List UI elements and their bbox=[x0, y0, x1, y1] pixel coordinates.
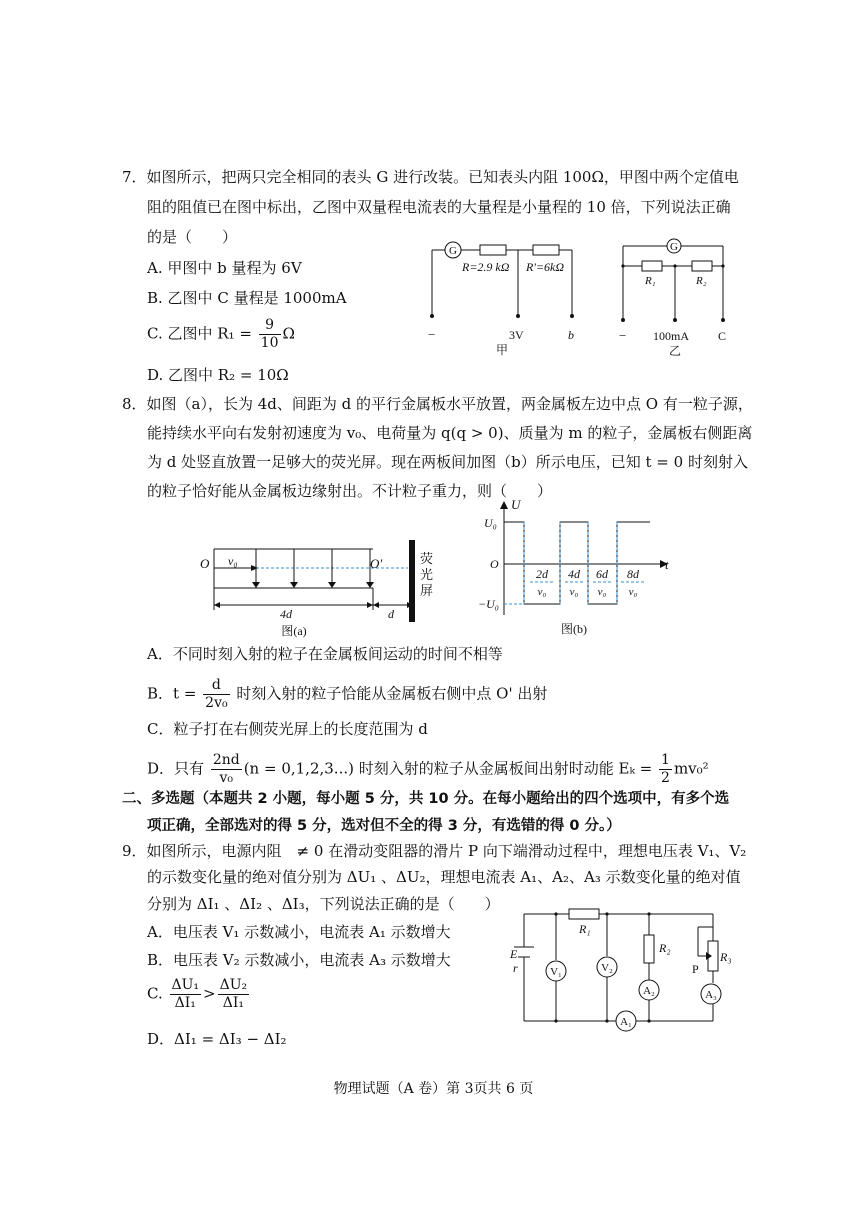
q8-b-tick-1-num: 2d bbox=[536, 567, 548, 581]
q9-option-c-numerator-1: ΔU₁ bbox=[171, 977, 200, 993]
q7-jia-3v-label: 3V bbox=[509, 328, 524, 342]
q7-stem-line-1: 7．如图所示，把两只完全相同的表头 G 进行改装。已知表头内阻 100Ω，甲图中两个定值电 bbox=[122, 168, 739, 186]
q8-a-oprime-label: O′ bbox=[370, 556, 383, 571]
q9-option-c-prefix: C. bbox=[147, 984, 163, 1003]
q9-option-d: D．ΔI₁ = ΔI₃ − ΔI₂ bbox=[147, 1030, 287, 1048]
q7-option-c-numerator: 9 bbox=[259, 317, 281, 335]
q7-figure-jia bbox=[420, 236, 600, 356]
q7-yi-caption: 乙 bbox=[669, 344, 682, 358]
q8-option-b-fraction bbox=[203, 677, 229, 712]
q7-option-c-prefix: C. 乙图中 R₁ = bbox=[147, 324, 252, 343]
q8-option-a: A．不同时刻入射的粒子在金属板间运动的时间不相等 bbox=[147, 645, 503, 663]
q9-fig-r1-label: R₁ bbox=[579, 922, 591, 936]
q8-figure-a bbox=[196, 535, 446, 645]
q7-jia-caption: 甲 bbox=[496, 343, 509, 357]
q7-yi-r2-label: R₂ bbox=[696, 275, 707, 287]
q9-fig-r3-label: R₃ bbox=[720, 950, 732, 964]
q8-b-tick-1-den: v₀ bbox=[537, 586, 547, 598]
q7-yi-r1-label: R₁ bbox=[645, 275, 656, 287]
q9-circuit-figure bbox=[506, 905, 732, 1030]
q8-b-tick-2-num: 4d bbox=[568, 567, 580, 581]
q8-b-u-label: U bbox=[511, 497, 521, 512]
q8-a-d-label: d bbox=[388, 607, 394, 621]
q8-option-d-mid: (n = 0,1,2,3...) 时刻入射的粒子从金属板间出射时动能 Eₖ = bbox=[243, 759, 653, 778]
q7-stem-line-3: 的是（ ） bbox=[147, 228, 238, 246]
section-2-heading-line-1: 二、多选题（本题共 2 小题，每小题 5 分，共 10 分。在每小题给出的四个选项中，有多个选 bbox=[122, 791, 730, 807]
q8-b-u0-label: U₀ bbox=[484, 516, 497, 530]
q7-jia-r-label: R=2.9 kΩ bbox=[462, 260, 510, 274]
q8-option-d-end: mv₀² bbox=[673, 759, 709, 778]
q7-yi-c-label: C bbox=[718, 329, 727, 343]
q8-b-t-label: t bbox=[665, 557, 669, 572]
q8-option-d-denominator: v₀ bbox=[219, 770, 234, 786]
q7-jia-b-label: b bbox=[568, 328, 574, 342]
q8-option-d-half-fraction bbox=[659, 752, 672, 787]
q9-fig-a2-label: A₂ bbox=[643, 985, 655, 997]
q8-a-4d-label: 4d bbox=[280, 607, 292, 621]
q8-b-neg-u0-label: −U₀ bbox=[478, 597, 499, 611]
q9-option-c-denominator-1: ΔI₁ bbox=[174, 995, 196, 1011]
q8-option-b-suffix: 时刻入射的粒子恰能从金属板右侧中点 O' 出射 bbox=[236, 684, 548, 703]
q9-fig-r-label: r bbox=[513, 961, 518, 975]
q9-option-c-greater-than: > bbox=[203, 984, 216, 1003]
q7-yi-100ma-label: 100mA bbox=[653, 329, 689, 343]
q7-option-b: B. 乙图中 C 量程是 1000mA bbox=[147, 289, 347, 307]
q7-jia-r2-label: R′=6kΩ bbox=[526, 260, 565, 274]
q8-option-b-prefix: B．t = bbox=[147, 684, 197, 703]
q7-jia-g-label: G bbox=[449, 245, 457, 257]
q9-option-c-fraction-1 bbox=[170, 977, 202, 1012]
q7-option-c-unit: Ω bbox=[282, 324, 295, 343]
q8-a-caption: 图(a) bbox=[281, 624, 307, 638]
q8-b-tick-3-num: 6d bbox=[596, 567, 608, 581]
q7-option-c-fraction bbox=[259, 317, 281, 352]
q9-fig-e-label: E bbox=[510, 947, 518, 961]
q9-fig-a3-label: A₃ bbox=[705, 989, 717, 1001]
q8-a-v0-label: v₀ bbox=[228, 554, 238, 568]
q8-option-d-half-numerator: 1 bbox=[661, 752, 670, 768]
q9-fig-v1-label: V₁ bbox=[550, 966, 562, 978]
q8-b-tick-4-den: v₀ bbox=[628, 586, 638, 598]
q8-stem-line-2: 能持续水平向右发射初速度为 v₀、电荷量为 q(q > 0)、质量为 m 的粒子，金属板右侧距离 bbox=[147, 424, 753, 442]
q7-stem-line-2: 阻的阻值已在图中标出，乙图中双量程电流表的大量程是小量程的 10 倍，下列说法正确 bbox=[147, 198, 731, 216]
page-footer: 物理试题（A 卷）第 3页共 6 页 bbox=[333, 1081, 534, 1097]
q8-a-screen-char-2: 光 bbox=[420, 567, 434, 582]
q8-b-tick-2-den: v₀ bbox=[569, 586, 579, 598]
q8-option-d-numerator: 2nd bbox=[212, 752, 240, 768]
q8-stem-line-4: 的粒子恰好能从金属板边缘射出。不计粒子重力，则（ ） bbox=[147, 482, 553, 500]
q7-option-c-denominator: 10 bbox=[260, 335, 279, 351]
q9-stem-line-2: 的示数变化量的绝对值分别为 ΔU₁ 、ΔU₂，理想电流表 A₁、A₂、A₃ 示数变化量的绝对值 bbox=[147, 868, 741, 886]
q9-fig-a1-label: A₁ bbox=[620, 1016, 632, 1028]
q8-option-d-fraction bbox=[211, 752, 242, 787]
q8-option-d bbox=[147, 752, 709, 787]
q9-stem-line-1: 9．如图所示，电源内阻 ≠ 0 在滑动变阻器的滑片 P 向下端滑动过程中，理想电压表 V₁、V₂ bbox=[122, 842, 747, 860]
q9-fig-p-label: P bbox=[692, 962, 699, 976]
q8-option-b bbox=[147, 677, 547, 712]
q7-option-c bbox=[147, 317, 295, 352]
q9-option-c bbox=[147, 977, 251, 1012]
q8-option-d-prefix: D．只有 bbox=[147, 759, 205, 778]
q8-option-d-half-denominator: 2 bbox=[661, 770, 670, 786]
q9-option-b: B．电压表 V₂ 示数减小，电流表 A₃ 示数增大 bbox=[147, 951, 451, 969]
q7-option-d: D. 乙图中 R₂ = 10Ω bbox=[147, 366, 289, 384]
q9-option-c-fraction-2 bbox=[218, 977, 250, 1012]
q9-option-c-numerator-2: ΔU₂ bbox=[219, 977, 248, 993]
q8-figure-b bbox=[478, 497, 678, 642]
q8-option-c: C．粒子打在右侧荧光屏上的长度范围为 d bbox=[147, 720, 428, 738]
q9-option-a: A．电压表 V₁ 示数减小，电流表 A₁ 示数增大 bbox=[147, 923, 451, 941]
q8-option-b-numerator: d bbox=[203, 677, 229, 695]
q7-jia-minus-label: − bbox=[428, 327, 436, 342]
q8-b-tick-4-num: 8d bbox=[627, 567, 639, 581]
q7-yi-g-label: G bbox=[670, 241, 678, 253]
q8-option-b-denominator: 2v₀ bbox=[205, 695, 228, 711]
q8-a-screen-char-1: 荧 bbox=[420, 551, 434, 566]
q8-b-o-label: O bbox=[490, 557, 499, 571]
q8-b-tick-3-den: v₀ bbox=[597, 586, 607, 598]
q8-a-screen-char-3: 屏 bbox=[420, 583, 434, 598]
q9-fig-v2-label: V₂ bbox=[601, 962, 613, 974]
q8-b-caption: 图(b) bbox=[561, 622, 587, 636]
q7-yi-minus-label: − bbox=[619, 328, 627, 343]
q7-option-a: A. 甲图中 b 量程为 6V bbox=[147, 259, 302, 277]
q9-stem-line-3: 分别为 ΔI₁ 、ΔI₂ 、ΔI₃，下列说法正确的是（ ） bbox=[147, 895, 500, 913]
q9-option-c-denominator-2: ΔI₁ bbox=[222, 995, 244, 1011]
q8-stem-line-3: 为 d 处竖直放置一足够大的荧光屏。现在两板间加图（b）所示电压，已知 t = 0 时刻射入 bbox=[147, 453, 748, 471]
q8-a-o-label: O bbox=[200, 556, 210, 571]
q9-fig-r2-label: R₂ bbox=[659, 941, 671, 955]
q7-figure-yi bbox=[615, 236, 735, 356]
section-2-heading-line-2: 项正确，全部选对的得 5 分，选对但不全的得 3 分，有选错的得 0 分。） bbox=[147, 818, 621, 834]
q8-stem-line-1: 8．如图（a），长为 4d、间距为 d 的平行金属板水平放置，两金属板左边中点 O 有一粒子源， bbox=[122, 395, 753, 413]
